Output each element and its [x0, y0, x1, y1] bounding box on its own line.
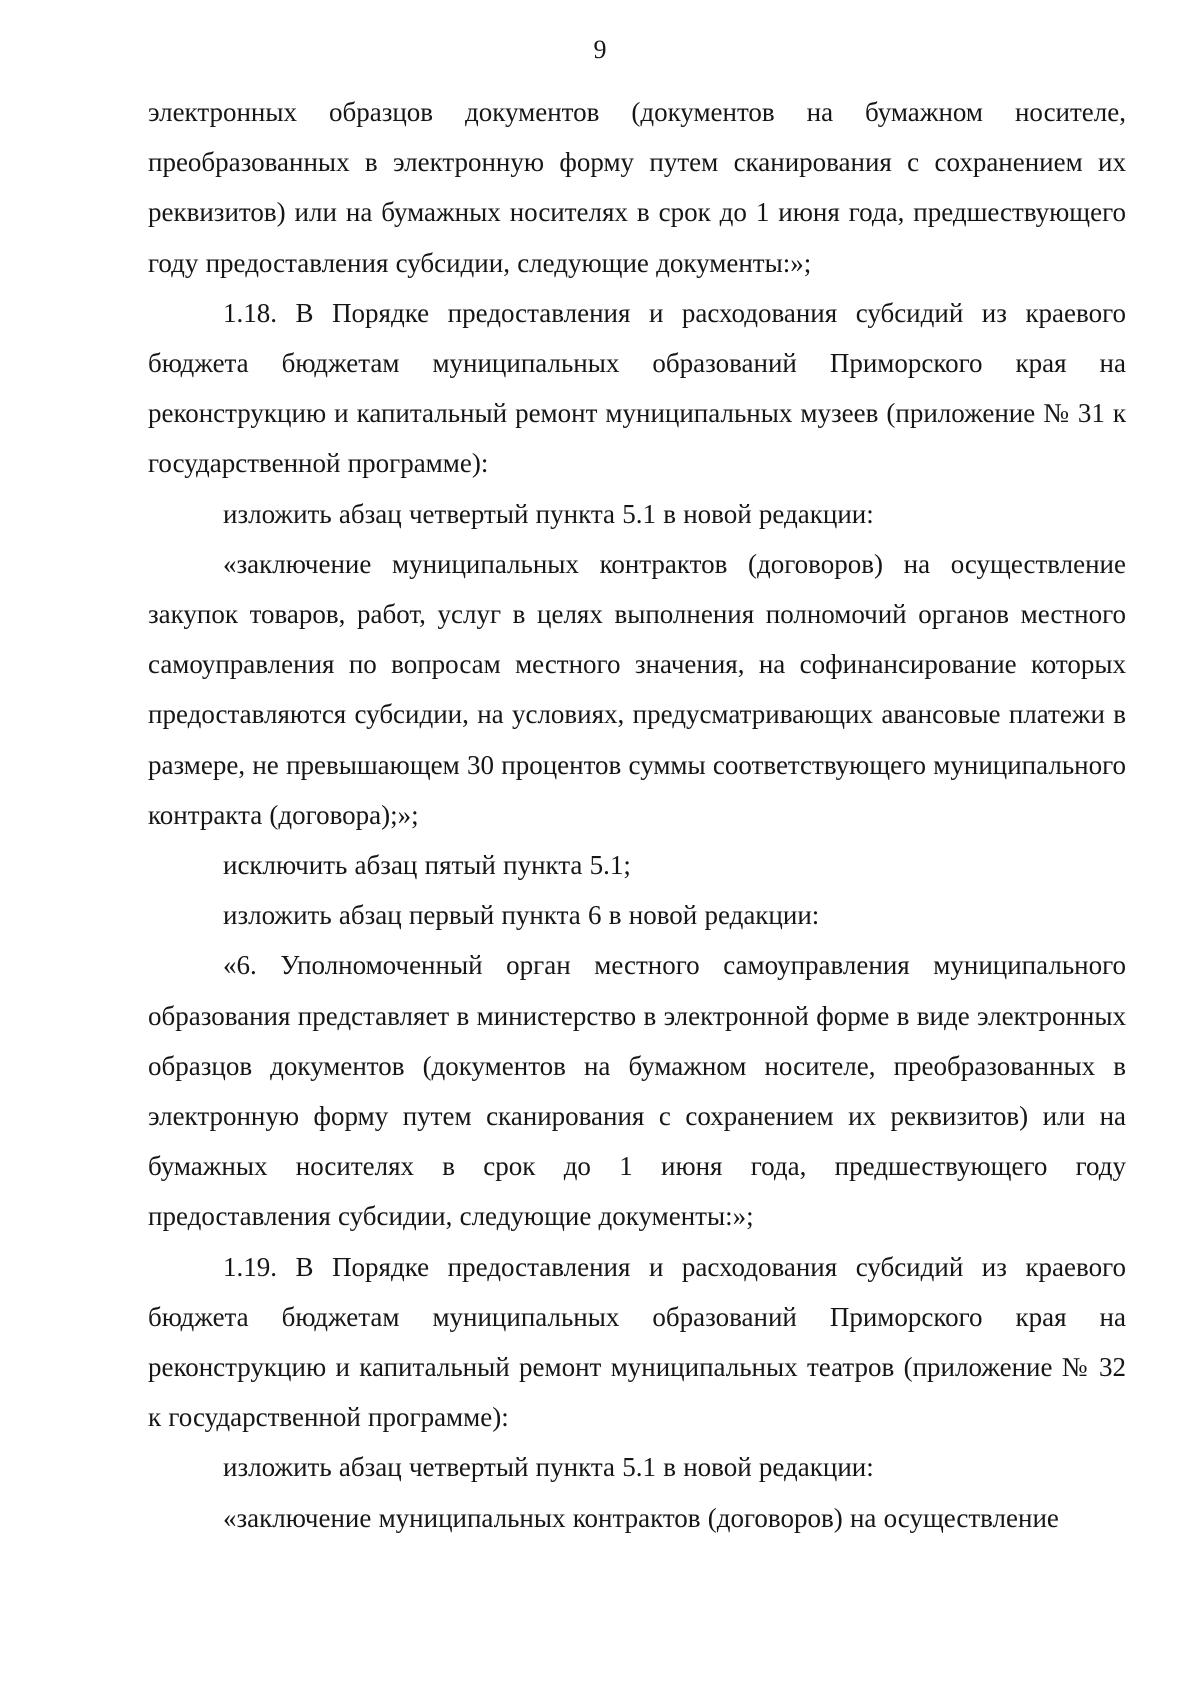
paragraph-continuation: электронных образцов документов (документов на бумажном носителе, преобразованных в электронную форму путем сканирования с сохранением их реквизитов) или на бумажных носителях в срок до 1 июня года, предшествующего году предоставления субсидии, следующие документы:»;	[148, 97, 1126, 278]
page-number: 9	[593, 35, 607, 64]
paragraph-instruction: изложить абзац четвертый пункта 5.1 в новой редакции:	[223, 1452, 874, 1483]
paragraph-instruction: изложить абзац четвертый пункта 5.1 в новой редакции:	[223, 498, 874, 529]
paragraph-quoted-text: «заключение муниципальных контрактов (договоров) на осуществление	[223, 1502, 1059, 1533]
paragraph-quoted-text: «заключение муниципальных контрактов (договоров) на осуществление закупок товаров, работ, услуг в целях выполнения полномочий органов местного самоуправления по вопросам местного значения, на софинансирование которых предоставляются субсидии, на условиях, предусматривающих авансовые платежи в размере, не превышающем 30 процентов суммы соответствующего муниципального контракта (договора);»;	[148, 548, 1126, 830]
paragraph-quoted-text: «6. Уполномоченный орган местного самоуправления муниципального образования представляет в министерство в электронной форме в виде электронных образцов документов (документов на бумажном носителе, преобразованных в электронную форму путем сканирования с сохранением их реквизитов) или на бумажных носителях в срок до 1 июня года, предшествующего году предоставления субсидии, следующие документы:»;	[148, 950, 1126, 1232]
document-body	[148, 87, 1126, 1543]
paragraph-instruction: изложить абзац первый пункта 6 в новой редакции:	[223, 900, 820, 931]
paragraph-item-1-19: 1.19. В Порядке предоставления и расходования субсидий из краевого бюджета бюджетам муниципальных образований Приморского края на реконструкцию и капитальный ремонт муниципальных театров (приложение № 32 к государственной программе):	[148, 1251, 1126, 1433]
paragraph-item-1-18: 1.18. В Порядке предоставления и расходования субсидий из краевого бюджета бюджетам муниципальных образований Приморского края на реконструкцию и капитальный ремонт муниципальных музеев (приложение № 31 к государственной программе):	[148, 297, 1126, 479]
paragraph-instruction: исключить абзац пятый пункта 5.1;	[223, 850, 631, 881]
